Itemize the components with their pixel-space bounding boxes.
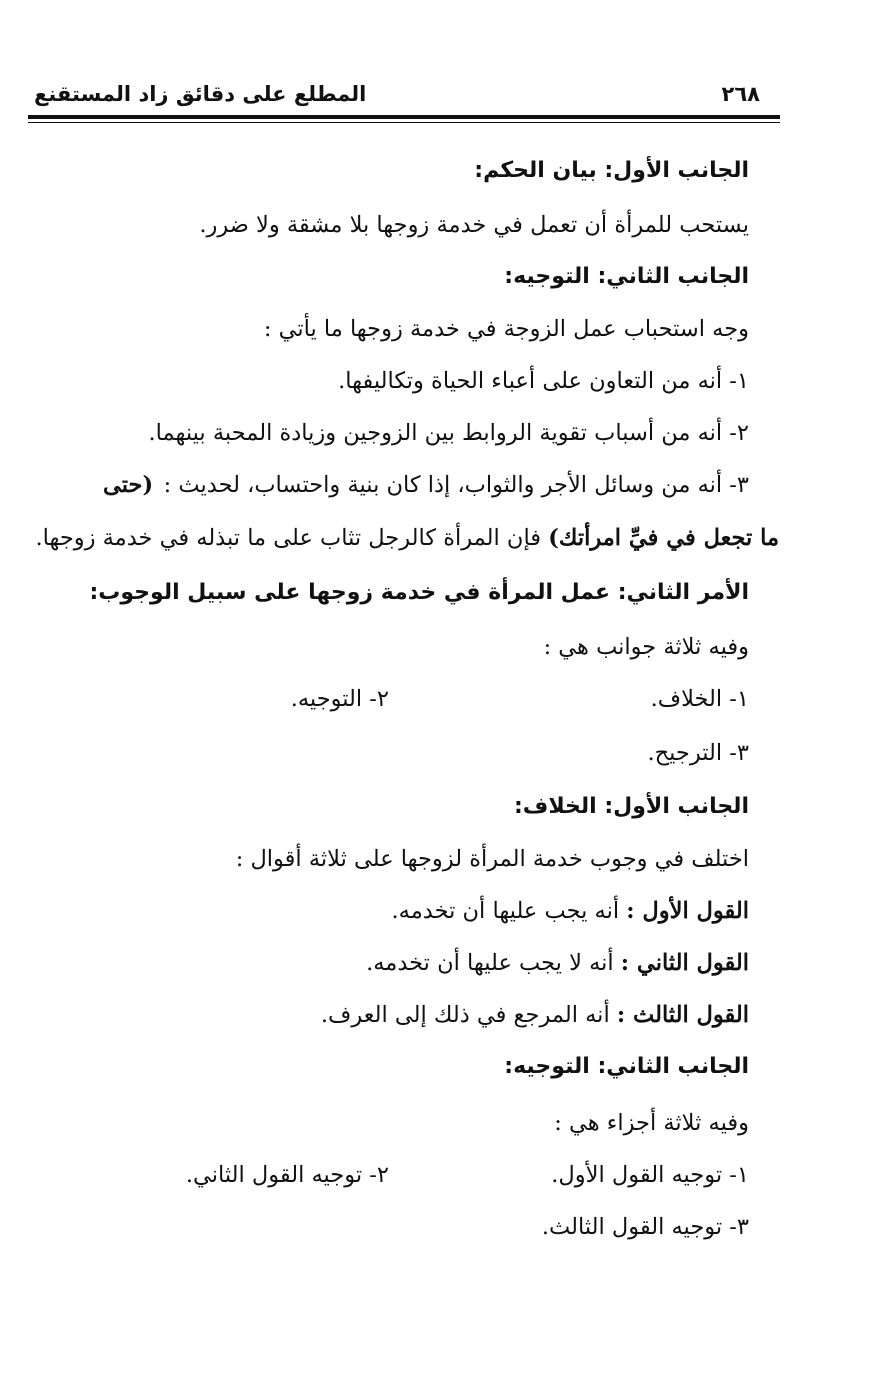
paragraph: وفيه ثلاثة جوانب هي : (543, 634, 749, 660)
list-item: ٢- أنه من أسباب تقوية الروابط بين الزوجين وزيادة المحبة بينهما. (148, 420, 749, 446)
list-item: ٣- الترجيح. (647, 740, 749, 766)
opinion-text: أنه يجب عليها أن تخدمه. (391, 898, 620, 924)
opinion-label: القول الثالث : (616, 1002, 749, 1028)
section-heading: الجانب الأول: بيان الحكم: (474, 158, 749, 183)
list-item: ١- أنه من التعاون على أعباء الحياة وتكاليفها. (338, 368, 749, 394)
opinion-label: القول الأول : (626, 898, 749, 924)
paragraph: يستحب للمرأة أن تعمل في خدمة زوجها بلا مشقة ولا ضرر. (199, 212, 749, 238)
hadith-quote: ما تجعل في فيِّ امرأتك) (548, 525, 779, 551)
list-item-continuation (35, 527, 779, 550)
opinion-text: أنه المرجع في ذلك إلى العرف. (320, 1002, 610, 1028)
list-item: ٣- توجيه القول الثالث. (541, 1214, 749, 1240)
section-heading: الأمر الثاني: عمل المرأة في خدمة زوجها على سبيل الوجوب: (89, 580, 749, 605)
opinion-text: أنه لا يجب عليها أن تخدمه. (366, 950, 614, 976)
opinion-line (366, 952, 749, 975)
opinion-line (392, 900, 749, 923)
list-item: ٢- توجيه القول الثاني. (185, 1162, 389, 1188)
section-heading: الجانب الأول: الخلاف: (514, 794, 749, 819)
paragraph: وفيه ثلاثة أجزاء هي : (554, 1110, 749, 1136)
hadith-quote: (حتى (103, 472, 154, 498)
paragraph: اختلف في وجوب خدمة المرأة لزوجها على ثلاثة أقوال : (235, 846, 749, 872)
list-item-text: ٣- أنه من وسائل الأجر والثواب، إذا كان بنية واحتساب، لحديث : (163, 472, 749, 498)
list-item-text: فإن المرأة كالرجل تثاب على ما تبذله في خدمة زوجها. (35, 525, 542, 551)
opinion-line (321, 1004, 749, 1027)
list-item (103, 474, 749, 497)
paragraph: وجه استحباب عمل الزوجة في خدمة زوجها ما يأتي : (263, 316, 749, 342)
list-item: ١- الخلاف. (650, 686, 749, 712)
list-item: ٢- التوجيه. (290, 686, 389, 712)
book-title: المطلع على دقائق زاد المستقنع (34, 82, 367, 106)
opinion-label: القول الثاني : (620, 950, 749, 976)
page-number: ٢٦٨ (721, 82, 760, 106)
list-item: ١- توجيه القول الأول. (551, 1162, 749, 1188)
section-heading: الجانب الثاني: التوجيه: (504, 1054, 749, 1079)
section-heading: الجانب الثاني: التوجيه: (504, 264, 749, 289)
running-header (28, 78, 780, 114)
header-rule-thick (28, 115, 780, 119)
header-rule-thin (28, 122, 780, 123)
